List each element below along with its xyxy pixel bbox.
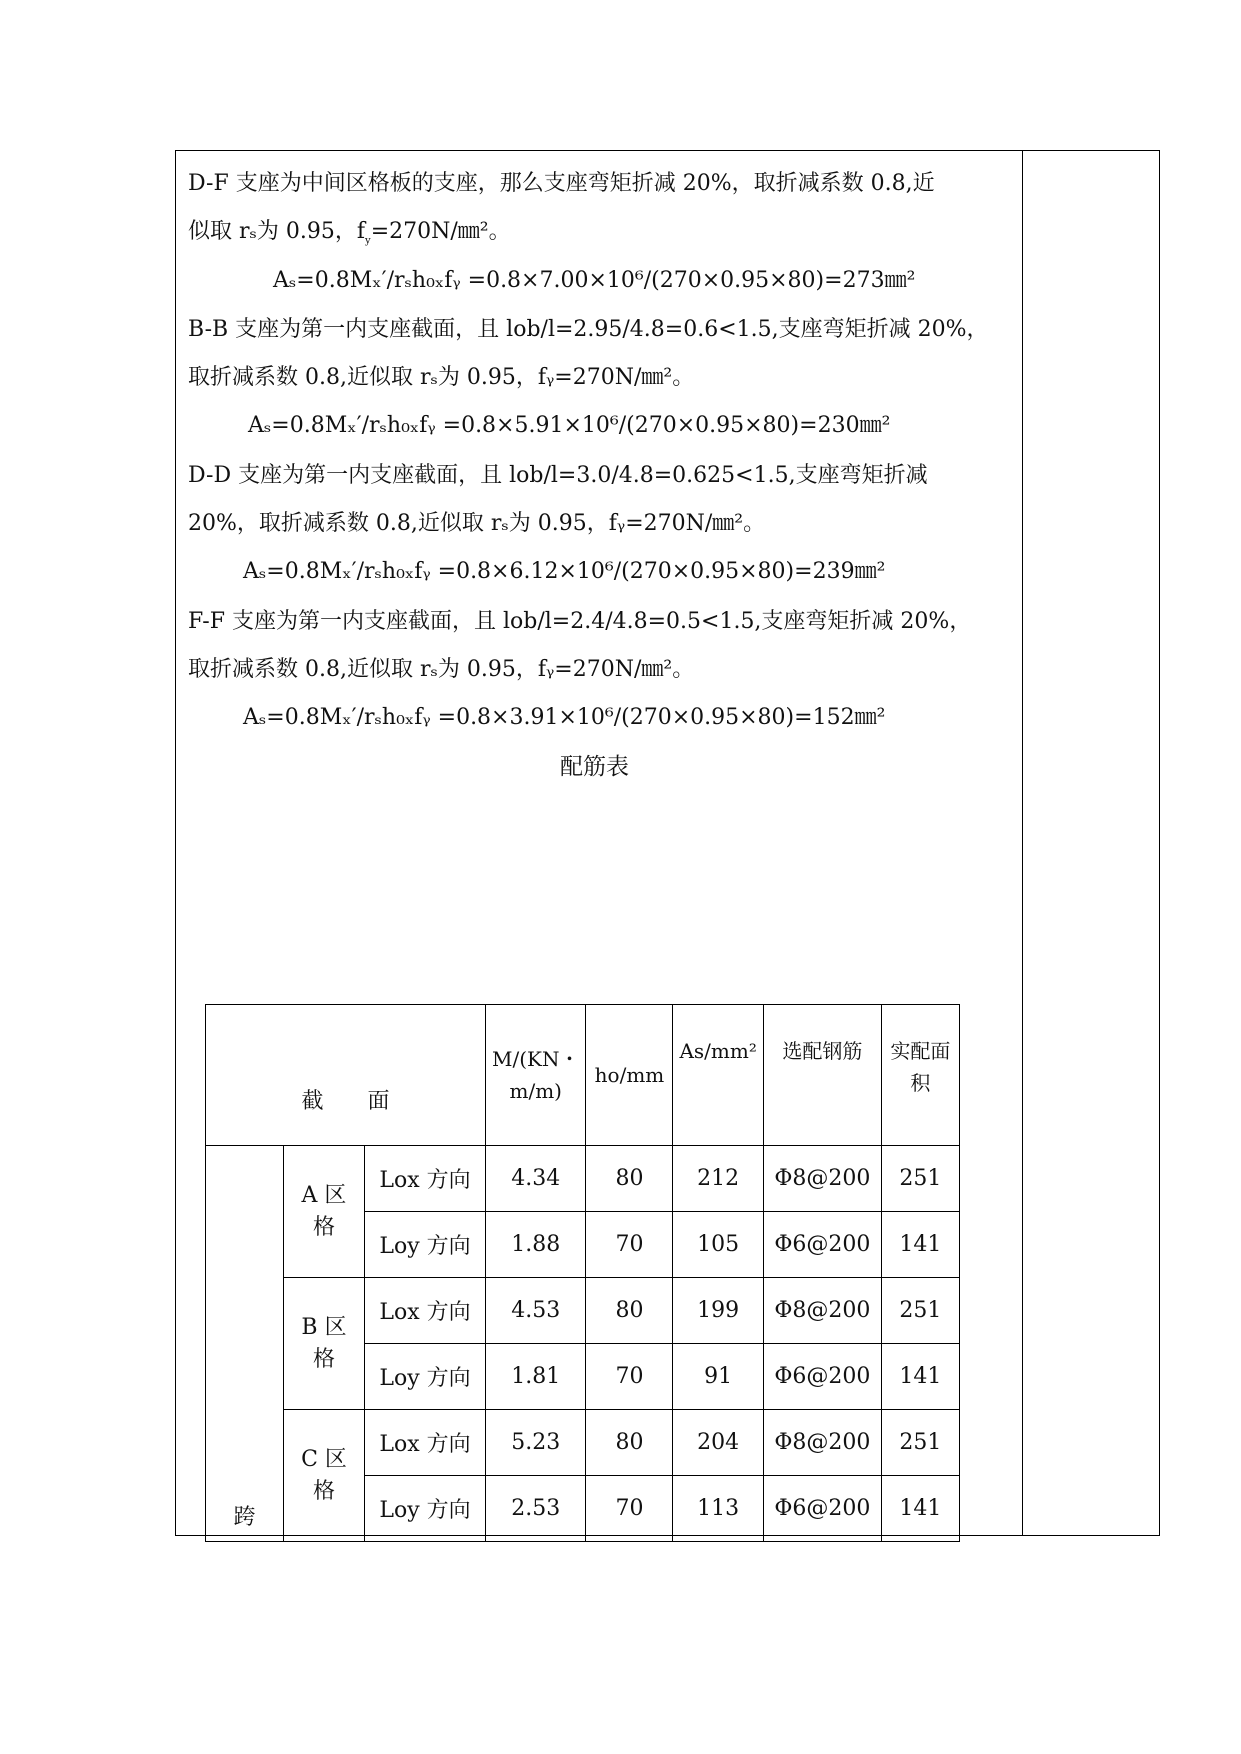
header-h0: ho/mm <box>586 1005 673 1146</box>
formula-df: Aₛ=0.8Mₓ′/rₛh₀ₓfᵧ =0.8×7.00×10⁶/(270×0.95×80)=273㎜² <box>273 268 916 293</box>
header-section: 截 面 <box>206 1005 486 1146</box>
cell-moment: 5.23 <box>486 1410 586 1476</box>
table-title: 配筋表 <box>560 754 629 780</box>
cell-h0: 80 <box>586 1410 673 1476</box>
paragraph-df-line2: 似取 rₛ为 0.95，$f_y=270N/㎜^2$。 <box>188 219 511 247</box>
cell-moment: 2.53 <box>486 1476 586 1542</box>
cell-moment: 1.81 <box>486 1344 586 1410</box>
cell-area: 251 <box>881 1146 959 1212</box>
cell-bar: Φ6@200 <box>763 1476 881 1542</box>
cell-bar: Φ8@200 <box>763 1410 881 1476</box>
header-selected: 选配钢筋 <box>763 1005 881 1146</box>
cell-direction: Loy 方向 <box>365 1212 486 1278</box>
formula-dd: Aₛ=0.8Mₓ′/rₛh₀ₓfᵧ =0.8×6.12×10⁶/(270×0.95×80)=239㎜² <box>243 559 886 584</box>
cell-bar: Φ6@200 <box>763 1344 881 1410</box>
region-b-label: B 区格 <box>284 1278 365 1410</box>
cell-direction: Lox 方向 <box>365 1146 486 1212</box>
paragraph-bb-line1: B-B 支座为第一内支座截面，且 lob/l=2.95/4.8=0.6<1.5,支座弯矩折减 20%， <box>188 317 989 342</box>
column-divider <box>1022 150 1023 1536</box>
cell-bar: Φ6@200 <box>763 1212 881 1278</box>
cell-h0: 80 <box>586 1146 673 1212</box>
paragraph-df-line1: D-F 支座为中间区格板的支座，那么支座弯矩折减 20%，取折减系数 0.8,近 <box>188 171 935 196</box>
table-header-row <box>206 1005 960 1146</box>
table-row <box>206 1146 960 1212</box>
header-moment: M/(KN・m/m) <box>486 1005 586 1146</box>
cell-moment: 1.88 <box>486 1212 586 1278</box>
cell-direction: Loy 方向 <box>365 1344 486 1410</box>
region-c-label: C 区格 <box>284 1410 365 1542</box>
cell-moment: 4.34 <box>486 1146 586 1212</box>
paragraph-dd-line2: 20%，取折减系数 0.8,近似取 rₛ为 0.95，fᵧ=270N/㎜²。 <box>188 511 766 536</box>
cell-h0: 70 <box>586 1212 673 1278</box>
header-actual: 实配面积 <box>881 1005 959 1146</box>
cell-area: 141 <box>881 1212 959 1278</box>
cell-area: 141 <box>881 1344 959 1410</box>
paragraph-ff-line1: F-F 支座为第一内支座截面，且 lob/l=2.4/4.8=0.5<1.5,支座弯矩折减 20%， <box>188 609 972 634</box>
cell-bar: Φ8@200 <box>763 1278 881 1344</box>
cell-area: 141 <box>881 1476 959 1542</box>
span-label: 跨 <box>206 1146 284 1542</box>
paragraph-df-line2-head: 似取 rₛ为 0.95，f <box>188 219 366 244</box>
header-as: As/mm² <box>673 1005 763 1146</box>
formula-ff: Aₛ=0.8Mₓ′/rₛh₀ₓfᵧ =0.8×3.91×10⁶/(270×0.95×80)=152㎜² <box>243 705 886 730</box>
cell-bar: Φ8@200 <box>763 1146 881 1212</box>
cell-h0: 70 <box>586 1344 673 1410</box>
table-row <box>206 1278 960 1344</box>
table-row <box>206 1410 960 1476</box>
formula-bb: Aₛ=0.8Mₓ′/rₛh₀ₓfᵧ =0.8×5.91×10⁶/(270×0.95×80)=230㎜² <box>248 413 891 438</box>
paragraph-dd-line1: D-D 支座为第一内支座截面，且 lob/l=3.0/4.8=0.625<1.5,支座弯矩折减 <box>188 463 928 488</box>
cell-as: 105 <box>673 1212 763 1278</box>
paragraph-bb-line2: 取折减系数 0.8,近似取 rₛ为 0.95，fᵧ=270N/㎜²。 <box>188 365 695 390</box>
cell-area: 251 <box>881 1278 959 1344</box>
cell-h0: 70 <box>586 1476 673 1542</box>
cell-as: 199 <box>673 1278 763 1344</box>
cell-as: 204 <box>673 1410 763 1476</box>
cell-direction: Lox 方向 <box>365 1278 486 1344</box>
cell-as: 113 <box>673 1476 763 1542</box>
paragraph-ff-line2: 取折减系数 0.8,近似取 rₛ为 0.95，fᵧ=270N/㎜²。 <box>188 657 695 682</box>
cell-direction: Loy 方向 <box>365 1476 486 1542</box>
reinforcement-table <box>205 1004 960 1542</box>
cell-moment: 4.53 <box>486 1278 586 1344</box>
cell-area: 251 <box>881 1410 959 1476</box>
region-a-label: A 区格 <box>284 1146 365 1278</box>
paragraph-df-line2-tail: =270N/㎜²。 <box>370 219 511 244</box>
cell-as: 91 <box>673 1344 763 1410</box>
cell-h0: 80 <box>586 1278 673 1344</box>
cell-direction: Lox 方向 <box>365 1410 486 1476</box>
cell-as: 212 <box>673 1146 763 1212</box>
